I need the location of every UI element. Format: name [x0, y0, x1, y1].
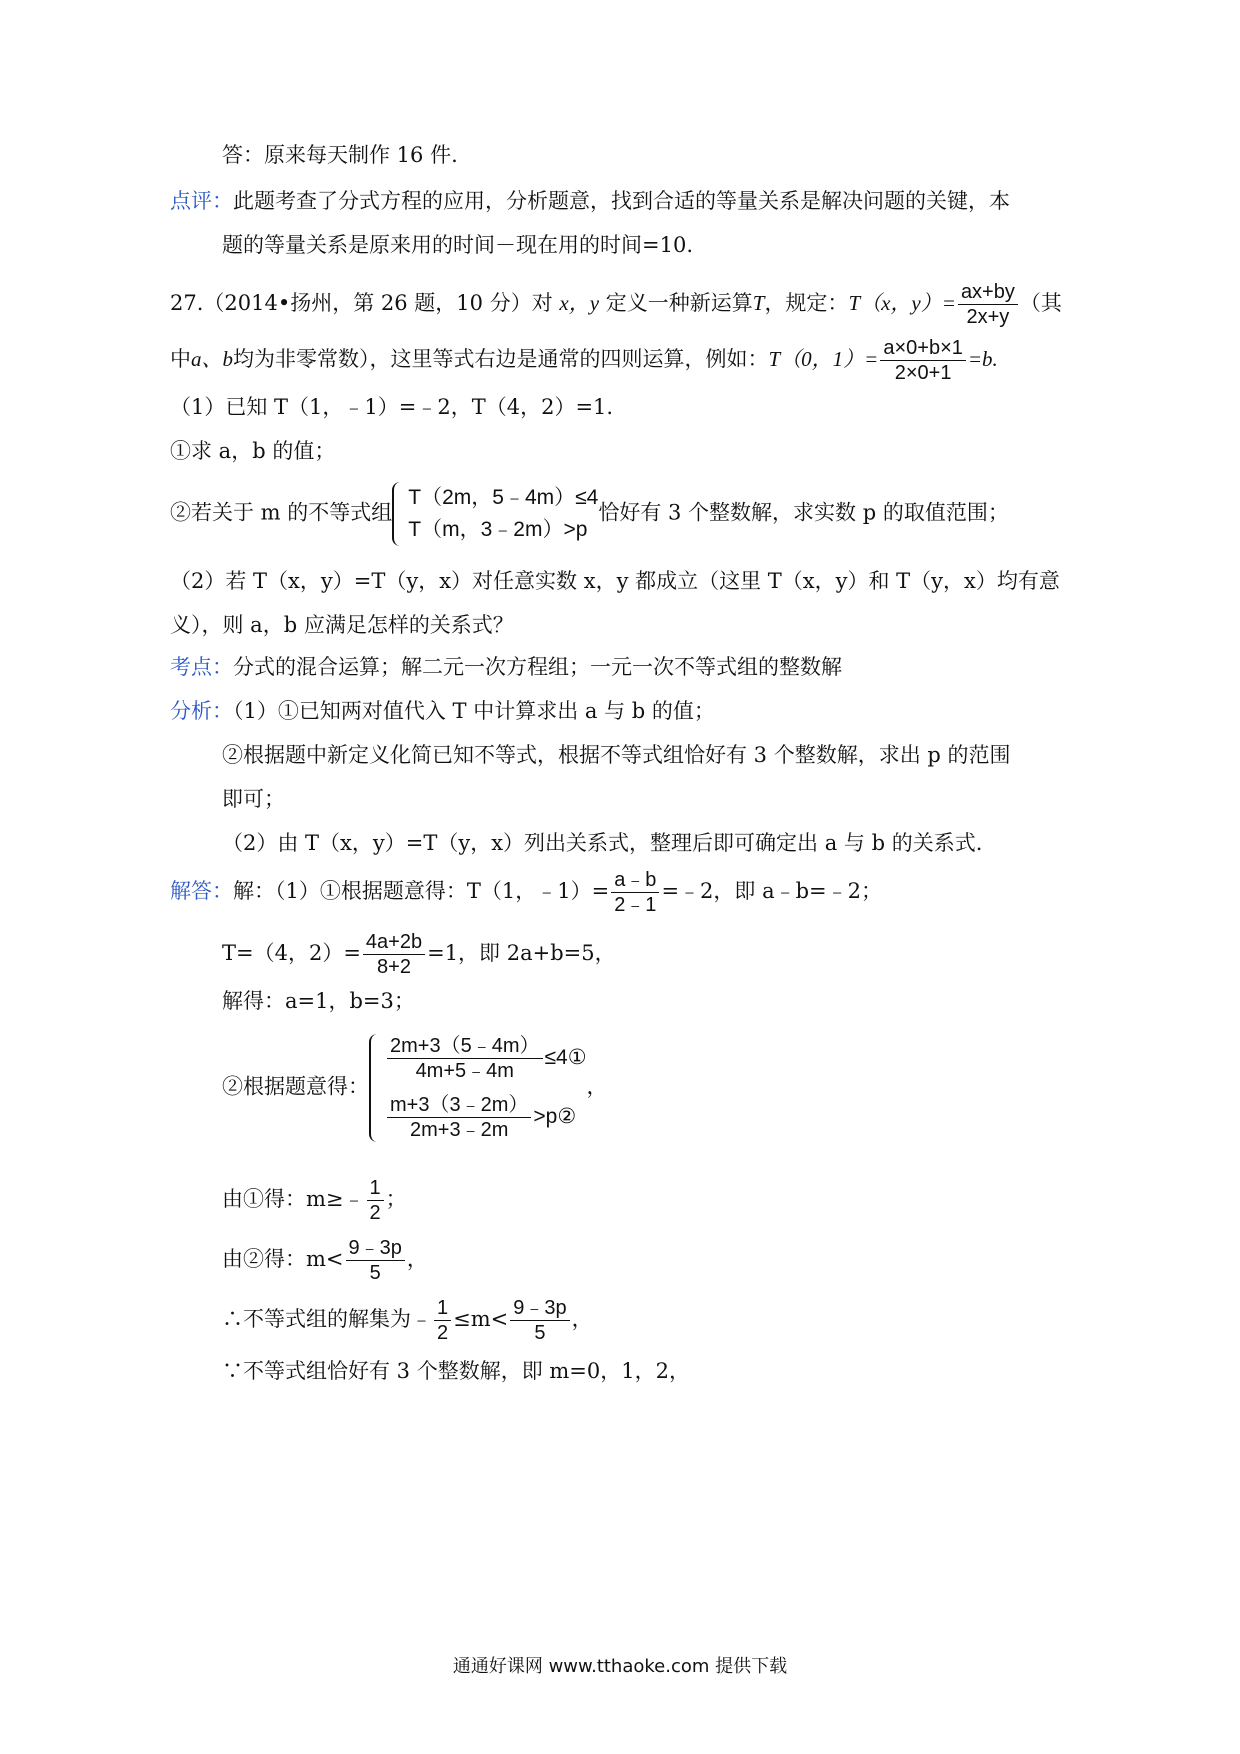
- comment-line-1: [170, 186, 1010, 216]
- question-T: T: [752, 291, 765, 315]
- system-fraction-2: [387, 1093, 531, 1142]
- brace: [369, 1034, 381, 1142]
- comment-label: 点评：: [170, 189, 233, 213]
- jieda-text-7: ∴不等式组的解集为﹣: [222, 1307, 432, 1331]
- fraction-example: [880, 336, 966, 385]
- fraction-numerator: 1: [367, 1176, 384, 1201]
- fenxi-line-2: ②根据题中新定义化简已知不等式，根据不等式组恰好有 3 个整数解，求出 p 的范围: [222, 743, 1011, 767]
- fraction-numerator: a×0+b×1: [880, 336, 966, 361]
- fraction-half: [367, 1176, 384, 1225]
- q2-end: =b.: [967, 347, 998, 371]
- comment-line-2: 题的等量关系是原来用的时间－现在用的时间=10.: [222, 233, 693, 257]
- fraction-denominator: 5: [534, 1322, 546, 1344]
- system-row-2: T（m，3﹣2m）>p: [408, 518, 588, 541]
- question-tail: （其: [1019, 291, 1062, 315]
- jieda-text-5b: ；: [385, 1187, 407, 1211]
- jieda-text-2: T=（4，2）=: [222, 941, 361, 965]
- fraction-numerator: 4a+2b: [363, 930, 425, 955]
- question-number: 27.: [170, 291, 204, 315]
- part2-line-2: 义），则 a，b 应满足怎样的关系式？: [170, 613, 514, 637]
- fraction-9-3p-2: [510, 1296, 569, 1345]
- jieda-text-7m: ≤m<: [453, 1307, 509, 1331]
- system-row-1: [385, 1034, 587, 1083]
- jieda-line-6: [222, 1236, 428, 1285]
- fraction-denominator: 2: [437, 1322, 449, 1344]
- question-Txy: T（x，y）=: [848, 291, 956, 315]
- fraction-denominator: 2×0+1: [894, 362, 952, 384]
- jieda-line-7: [222, 1296, 593, 1345]
- fraction-numerator: a﹣b: [611, 868, 659, 893]
- fraction-numerator: 9﹣3p: [510, 1296, 569, 1321]
- fenxi-line-1: [170, 696, 715, 726]
- jieda-line-1: [170, 868, 882, 917]
- kaodian-label: 考点：: [170, 655, 233, 679]
- page-footer: 通通好课网 www.tthaoke.com 提供下载: [452, 1656, 788, 1677]
- part2-line-1: （2）若 T（x，y）=T（y，x）对任意实数 x，y 都成立（这里 T（x，y）和 T（y，x）均有意: [170, 569, 1060, 593]
- part1-task2: [170, 482, 1009, 546]
- fenxi-text-1: （1）①已知两对值代入 T 中计算求出 a 与 b 的值；: [233, 699, 715, 723]
- jieda-line-2: [222, 930, 616, 979]
- jieda-text-7b: ，: [571, 1307, 593, 1331]
- task2-end: 恰好有 3 个整数解，求实数 p 的取值范围；: [598, 500, 1009, 525]
- question-source: （2014•扬州，第 26 题，10 分）对: [203, 291, 553, 315]
- jieda-label: 解答：: [170, 879, 233, 903]
- part1-given: （1）已知 T（1，﹣1）=﹣2，T（4，2）=1.: [170, 395, 614, 419]
- system-row-2: [385, 1093, 587, 1142]
- jieda-text-4b: ，: [586, 1074, 608, 1099]
- jieda-text-5: 由①得：m≥﹣: [222, 1187, 365, 1211]
- fraction-definition: [958, 280, 1018, 329]
- part1-task1: ①求 a，b 的值；: [170, 439, 336, 463]
- jieda-text-1: 解：（1）①根据题意得：T（1，﹣1）=: [233, 879, 610, 903]
- q2-start: 中: [170, 347, 191, 371]
- system-tail-1: ≤4①: [544, 1046, 587, 1070]
- fenxi-label: 分析：: [170, 699, 233, 723]
- jieda-text-6b: ，: [406, 1247, 428, 1271]
- jieda-line-8: ∵不等式组恰好有 3 个整数解，即 m=0，1，2，: [222, 1359, 690, 1383]
- jieda-text-6: 由②得：m<: [222, 1247, 344, 1271]
- fraction-numerator: 9﹣3p: [346, 1236, 405, 1261]
- comment-text-1: 此题考查了分式方程的应用，分析题意，找到合适的等量关系是解决问题的关键，本: [233, 189, 1010, 213]
- fraction-4a2b: [363, 930, 425, 979]
- fenxi-line-4: （2）由 T（x，y）=T（y，x）列出关系式，整理后即可确定出 a 与 b 的关系式.: [222, 831, 983, 855]
- q2-ab: a、b: [191, 347, 233, 371]
- fraction-inequality-system: [369, 1034, 587, 1142]
- jieda-text-4: ②根据题意得：: [222, 1074, 369, 1099]
- fenxi-line-3: 即可；: [222, 787, 285, 811]
- jieda-line-5: [222, 1176, 407, 1225]
- fraction-denominator: 2﹣1: [614, 894, 657, 916]
- fraction-numerator: 2m+3（5﹣4m）: [387, 1034, 543, 1059]
- q2-T01: T（0，1）=: [768, 347, 879, 371]
- fraction-numerator: ax+by: [958, 280, 1018, 305]
- system-fraction-1: [387, 1034, 543, 1083]
- fraction-denominator: 4m+5﹣4m: [415, 1060, 514, 1082]
- answer-line: 答：原来每天制作 16 件.: [222, 143, 458, 167]
- fraction-numerator: 1: [434, 1296, 451, 1321]
- question-rule: ，规定：: [764, 291, 849, 315]
- system-tail-2: >p②: [533, 1105, 577, 1129]
- fraction-denominator: 5: [369, 1262, 381, 1284]
- jieda-line-4: [222, 1034, 608, 1142]
- q2-mid: 均为非零常数），这里等式右边是通常的四则运算，例如：: [233, 347, 769, 371]
- fraction-denominator: 2m+3﹣2m: [410, 1119, 509, 1141]
- fraction-numerator: m+3（3﹣2m）: [387, 1093, 531, 1118]
- kaodian-line: [170, 652, 842, 682]
- kaodian-text: 分式的混合运算；解二元一次方程组；一元一次不等式组的整数解: [233, 655, 842, 679]
- jieda-text-2b: =1，即 2a+b=5，: [427, 941, 616, 965]
- fraction-a-minus-b: [611, 868, 659, 917]
- question-vars: x，y: [559, 291, 600, 315]
- fraction-denominator: 8+2: [377, 956, 411, 978]
- inequality-system: [392, 482, 598, 546]
- task2-start: ②若关于 m 的不等式组: [170, 500, 393, 525]
- fraction-9-3p: [346, 1236, 405, 1285]
- question-def: 定义一种新运算: [605, 291, 753, 315]
- system-row-1: T（2m，5﹣4m）≤4: [408, 486, 599, 509]
- jieda-text-1b: =﹣2，即 a﹣b=﹣2；: [661, 879, 882, 903]
- question-line-1: [170, 280, 1062, 329]
- fraction-denominator: 2x+y: [966, 306, 1010, 328]
- jieda-line-3: 解得：a=1，b=3；: [222, 989, 415, 1013]
- question-line-2: [170, 336, 998, 385]
- brace: [392, 482, 404, 546]
- fraction-denominator: 2: [369, 1202, 381, 1224]
- fraction-half-2: [434, 1296, 451, 1345]
